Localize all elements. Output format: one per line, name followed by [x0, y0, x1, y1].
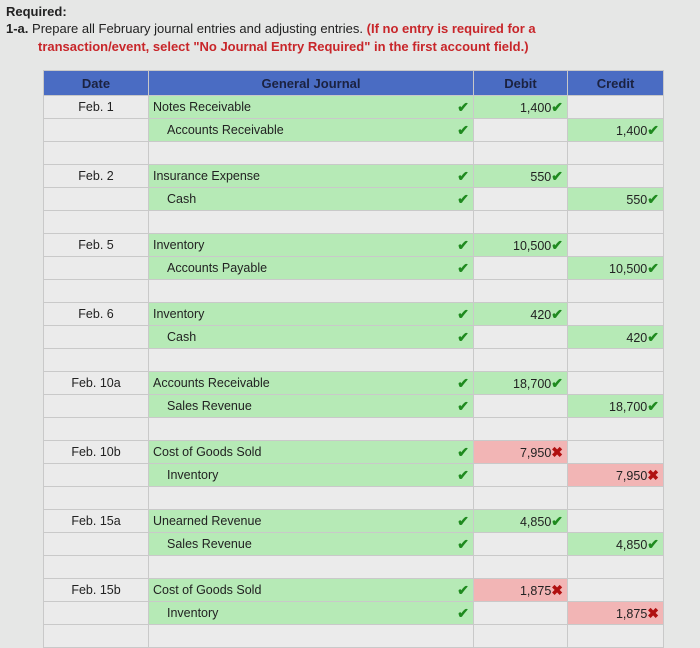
check-icon: ✔	[551, 98, 563, 115]
date-cell: Feb. 15a	[44, 510, 149, 533]
check-icon: ✔	[551, 512, 563, 529]
date-cell: Feb. 10b	[44, 441, 149, 464]
credit-amount-field[interactable]	[568, 188, 664, 211]
date-cell	[44, 211, 149, 234]
credit-account-field[interactable]	[149, 464, 474, 487]
amount: 550	[530, 169, 552, 184]
account-name: Accounts Payable	[167, 261, 268, 275]
credit-account-field[interactable]	[149, 533, 474, 556]
table-row	[44, 372, 664, 395]
account-name: Accounts Receivable	[167, 123, 284, 137]
date-cell: Feb. 2	[44, 165, 149, 188]
check-icon: ✔	[647, 397, 659, 414]
account-name: Insurance Expense	[153, 169, 261, 183]
credit-amount-field[interactable]	[568, 372, 664, 395]
amount: 1,875	[519, 583, 552, 598]
date-cell	[44, 280, 149, 303]
date-cell	[44, 142, 149, 165]
debit-amount-field[interactable]	[474, 395, 568, 418]
check-icon: ✔	[457, 305, 469, 322]
account-name: Notes Receivable	[153, 100, 251, 114]
credit-amount-field[interactable]	[568, 487, 664, 510]
debit-amount-field[interactable]	[474, 211, 568, 234]
credit-amount-field[interactable]	[568, 464, 664, 487]
table-row-blank	[44, 487, 664, 510]
credit-account-field[interactable]	[149, 119, 474, 142]
date-cell	[44, 533, 149, 556]
debit-amount-field[interactable]	[474, 119, 568, 142]
check-icon: ✔	[457, 190, 469, 207]
amount: 1,400	[519, 100, 552, 115]
credit-account-field[interactable]	[149, 602, 474, 625]
check-icon: ✔	[457, 397, 469, 414]
debit-account-field[interactable]	[149, 372, 474, 395]
debit-account-field[interactable]	[149, 303, 474, 326]
check-icon: ✔	[551, 167, 563, 184]
check-icon: ✔	[457, 374, 469, 391]
amount: 18,700	[513, 376, 552, 391]
account-name: Sales Revenue	[167, 399, 252, 413]
debit-amount-field[interactable]	[474, 418, 568, 441]
table-row-blank	[44, 556, 664, 579]
credit-amount-field[interactable]	[568, 441, 664, 464]
amount: 550	[626, 192, 648, 207]
debit-account-field[interactable]	[149, 234, 474, 257]
check-icon: ✔	[457, 581, 469, 598]
account-name: Inventory	[153, 238, 205, 252]
debit-amount-field[interactable]	[474, 188, 568, 211]
debit-account-field[interactable]	[149, 165, 474, 188]
amount: 1,875	[615, 606, 648, 621]
debit-amount-field[interactable]	[474, 533, 568, 556]
date-cell	[44, 326, 149, 349]
date-cell: Feb. 5	[44, 234, 149, 257]
account-name: Inventory	[167, 606, 219, 620]
date-cell	[44, 556, 149, 579]
x-icon: ✖	[647, 604, 659, 621]
amount: 4,850	[615, 537, 648, 552]
date-cell: Feb. 6	[44, 303, 149, 326]
debit-amount-field[interactable]	[474, 349, 568, 372]
account-name: Unearned Revenue	[153, 514, 262, 528]
table-row	[44, 188, 664, 211]
date-cell	[44, 602, 149, 625]
debit-amount-field[interactable]	[474, 625, 568, 648]
account-field[interactable]	[149, 142, 474, 165]
credit-amount-field[interactable]	[568, 510, 664, 533]
account-field[interactable]	[149, 349, 474, 372]
date-cell	[44, 188, 149, 211]
credit-amount-field[interactable]	[568, 625, 664, 648]
date-cell	[44, 349, 149, 372]
table-row	[44, 395, 664, 418]
debit-amount-field[interactable]	[474, 303, 568, 326]
table-row-blank	[44, 211, 664, 234]
debit-amount-field[interactable]	[474, 165, 568, 188]
table-row-blank	[44, 349, 664, 372]
check-icon: ✔	[457, 121, 469, 138]
x-icon: ✖	[551, 443, 563, 460]
date-cell	[44, 464, 149, 487]
credit-amount-field[interactable]	[568, 533, 664, 556]
check-icon: ✔	[457, 236, 469, 253]
date-cell	[44, 395, 149, 418]
debit-amount-field[interactable]	[474, 441, 568, 464]
credit-account-field[interactable]	[149, 395, 474, 418]
check-icon: ✔	[457, 512, 469, 529]
account-name: Cash	[167, 330, 197, 344]
date-cell: Feb. 10a	[44, 372, 149, 395]
header-general-journal: General Journal	[149, 71, 474, 96]
check-icon: ✔	[457, 328, 469, 345]
check-icon: ✔	[457, 98, 469, 115]
table-row	[44, 510, 664, 533]
account-field[interactable]	[149, 487, 474, 510]
check-icon: ✔	[647, 121, 659, 138]
header-debit: Debit	[474, 71, 568, 96]
account-name: Cost of Goods Sold	[153, 445, 262, 459]
amount: 10,500	[609, 261, 648, 276]
table-row	[44, 96, 664, 119]
date-cell: Feb. 1	[44, 96, 149, 119]
debit-amount-field[interactable]	[474, 487, 568, 510]
check-icon: ✔	[457, 604, 469, 621]
debit-amount-field[interactable]	[474, 326, 568, 349]
table-row-blank	[44, 418, 664, 441]
table-row	[44, 441, 664, 464]
check-icon: ✔	[551, 374, 563, 391]
debit-amount-field[interactable]	[474, 602, 568, 625]
check-icon: ✔	[551, 236, 563, 253]
check-icon: ✔	[647, 535, 659, 552]
account-field[interactable]	[149, 556, 474, 579]
debit-amount-field[interactable]	[474, 257, 568, 280]
debit-amount-field[interactable]	[474, 96, 568, 119]
credit-amount-field[interactable]	[568, 395, 664, 418]
table-row	[44, 119, 664, 142]
table-row	[44, 165, 664, 188]
amount: 4,850	[519, 514, 552, 529]
credit-amount-field[interactable]	[568, 418, 664, 441]
credit-amount-field[interactable]	[568, 602, 664, 625]
debit-account-field[interactable]	[149, 96, 474, 119]
credit-amount-field[interactable]	[568, 280, 664, 303]
account-name: Accounts Receivable	[153, 376, 270, 390]
check-icon: ✔	[551, 305, 563, 322]
table-row	[44, 303, 664, 326]
table-row-blank	[44, 625, 664, 648]
check-icon: ✔	[457, 466, 469, 483]
table-row-blank	[44, 280, 664, 303]
header-credit: Credit	[568, 71, 664, 96]
debit-account-field[interactable]	[149, 579, 474, 602]
credit-amount-field[interactable]	[568, 326, 664, 349]
credit-account-field[interactable]	[149, 188, 474, 211]
account-name: Inventory	[167, 468, 219, 482]
table-row	[44, 234, 664, 257]
amount: 420	[626, 330, 648, 345]
x-icon: ✖	[647, 466, 659, 483]
amount: 18,700	[609, 399, 648, 414]
date-cell	[44, 625, 149, 648]
account-field[interactable]	[149, 211, 474, 234]
date-cell	[44, 257, 149, 280]
note-text-1: (If no entry is required for a	[366, 21, 536, 36]
account-name: Cash	[167, 192, 197, 206]
instructions	[6, 4, 536, 55]
credit-amount-field[interactable]	[568, 257, 664, 280]
amount: 7,950	[615, 468, 648, 483]
credit-amount-field[interactable]	[568, 579, 664, 602]
credit-amount-field[interactable]	[568, 303, 664, 326]
check-icon: ✔	[457, 443, 469, 460]
note-text-2: transaction/event, select "No Journal Entry Required" in the first account field.)	[38, 39, 529, 54]
account-field[interactable]	[149, 280, 474, 303]
amount: 10,500	[513, 238, 552, 253]
account-name: Inventory	[153, 307, 205, 321]
debit-amount-field[interactable]	[474, 579, 568, 602]
account-name: Cost of Goods Sold	[153, 583, 262, 597]
x-icon: ✖	[551, 581, 563, 598]
credit-amount-field[interactable]	[568, 142, 664, 165]
account-field[interactable]	[149, 418, 474, 441]
check-icon: ✔	[457, 535, 469, 552]
account-field[interactable]	[149, 625, 474, 648]
instruction-text: Prepare all February journal entries and adjusting entries.	[32, 21, 363, 36]
amount: 7,950	[519, 445, 552, 460]
table-row-blank	[44, 142, 664, 165]
credit-amount-field[interactable]	[568, 96, 664, 119]
credit-amount-field[interactable]	[568, 165, 664, 188]
amount: 420	[530, 307, 552, 322]
credit-amount-field[interactable]	[568, 211, 664, 234]
credit-account-field[interactable]	[149, 257, 474, 280]
debit-account-field[interactable]	[149, 441, 474, 464]
debit-amount-field[interactable]	[474, 142, 568, 165]
table-row	[44, 533, 664, 556]
table-row	[44, 464, 664, 487]
debit-amount-field[interactable]	[474, 280, 568, 303]
credit-amount-field[interactable]	[568, 556, 664, 579]
question-number: 1-a.	[6, 21, 29, 36]
table-row	[44, 602, 664, 625]
date-cell	[44, 418, 149, 441]
check-icon: ✔	[457, 259, 469, 276]
table-row	[44, 257, 664, 280]
debit-amount-field[interactable]	[474, 510, 568, 533]
debit-amount-field[interactable]	[474, 234, 568, 257]
credit-amount-field[interactable]	[568, 234, 664, 257]
table-row	[44, 579, 664, 602]
general-journal-table	[43, 70, 664, 648]
debit-amount-field[interactable]	[474, 372, 568, 395]
date-cell	[44, 487, 149, 510]
credit-amount-field[interactable]	[568, 349, 664, 372]
check-icon: ✔	[457, 167, 469, 184]
credit-amount-field[interactable]	[568, 119, 664, 142]
table-row	[44, 326, 664, 349]
credit-account-field[interactable]	[149, 326, 474, 349]
account-name: Sales Revenue	[167, 537, 252, 551]
amount: 1,400	[615, 123, 648, 138]
debit-amount-field[interactable]	[474, 556, 568, 579]
header-date: Date	[44, 71, 149, 96]
date-cell	[44, 119, 149, 142]
debit-amount-field[interactable]	[474, 464, 568, 487]
date-cell: Feb. 15b	[44, 579, 149, 602]
debit-account-field[interactable]	[149, 510, 474, 533]
check-icon: ✔	[647, 259, 659, 276]
required-heading: Required:	[6, 4, 67, 19]
check-icon: ✔	[647, 328, 659, 345]
check-icon: ✔	[647, 190, 659, 207]
